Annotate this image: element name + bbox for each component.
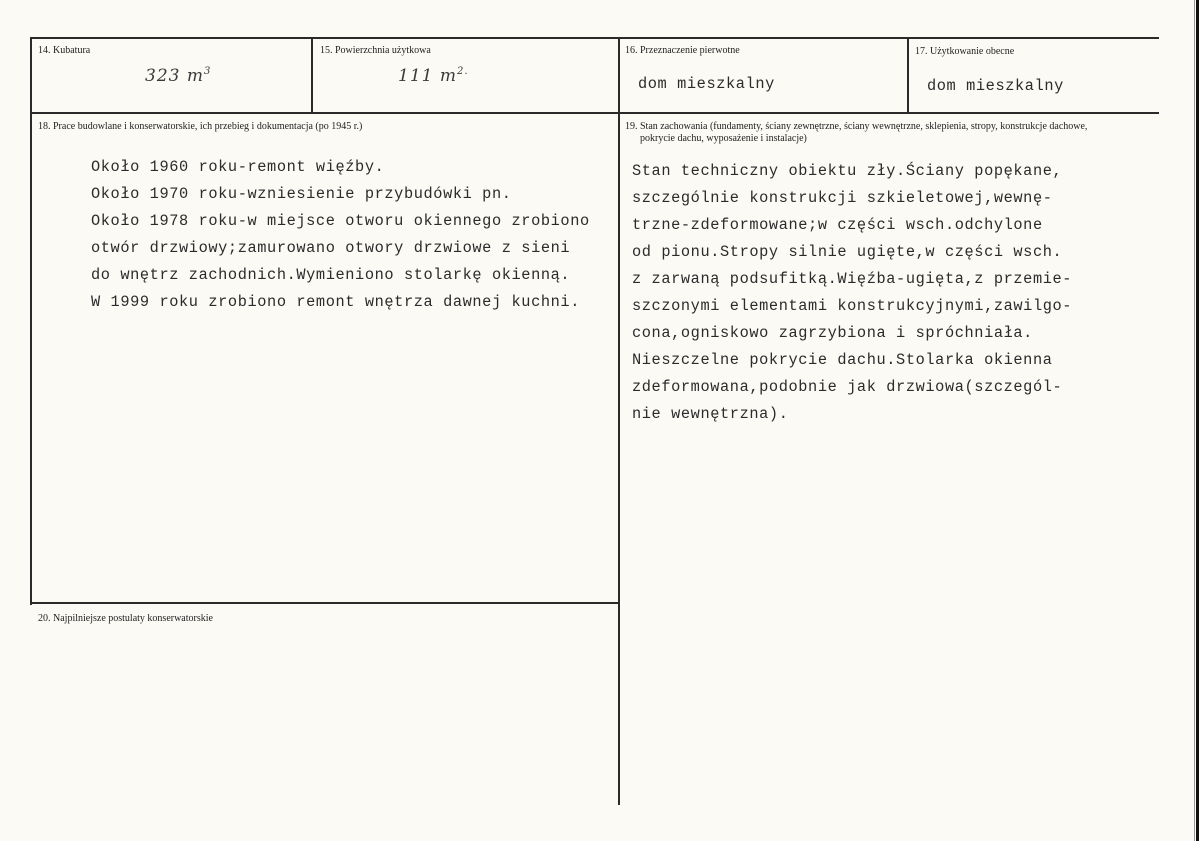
f18-line: Około 1970 roku-wzniesienie przybudówki pn. xyxy=(91,185,512,203)
f18-line: do wnętrz zachodnich.Wymieniono stolarkę okienną. xyxy=(91,266,571,284)
f18-line: Około 1960 roku-remont więźby. xyxy=(91,158,385,176)
f19-line: cona,ogniskowo zagrzybiona i spróchniała. xyxy=(632,324,1033,342)
f19-line: Nieszczelne pokrycie dachu.Stolarka okienna xyxy=(632,351,1053,369)
f19-line: Stan techniczny obiektu zły.Ściany popękane, xyxy=(632,162,1063,180)
f18-line: Około 1978 roku-w miejsce otworu okiennego zrobiono xyxy=(91,212,590,230)
f17-label: 17. Użytkowanie obecne xyxy=(915,46,1015,57)
card-edge-shadow xyxy=(1194,0,1195,841)
f14-label: 14. Kubatura xyxy=(38,45,91,56)
f15-label: 15. Powierzchnia użytkowa xyxy=(320,45,431,56)
f16-value: dom mieszkalny xyxy=(638,75,775,93)
f14-value-text: 323 m xyxy=(145,66,204,86)
f18-f20-divider xyxy=(30,602,620,604)
divider-15-16 xyxy=(618,37,620,805)
f18-label: 18. Prace budowlane i konserwatorskie, ich przebieg i dokumentacja (po 1945 r.) xyxy=(38,121,363,132)
f17-value: dom mieszkalny xyxy=(927,77,1064,95)
divider-16-17 xyxy=(907,37,909,114)
f19-line: szczonymi elementami konstrukcyjnymi,zawilgo- xyxy=(632,297,1073,315)
f19-label-line1: 19. Stan zachowania (fundamenty, ściany zewnętrzne, ściany wewnętrzne, sklepienia, stropy, konstrukcje dachowe, xyxy=(625,121,1088,132)
f15-value xyxy=(398,66,469,86)
f19-line: od pionu.Stropy silnie ugięte,w części wsch. xyxy=(632,243,1063,261)
top-border xyxy=(30,37,1159,39)
f14-value xyxy=(145,66,211,86)
f19-text xyxy=(632,158,1072,428)
f19-line: trzne-zdeformowane;w części wsch.odchylone xyxy=(632,216,1043,234)
f14-value-sup: 3 xyxy=(203,66,212,77)
f20-label: 20. Najpilniejsze postulaty konserwatorskie xyxy=(38,613,213,624)
row1-bottom-border xyxy=(30,112,1159,114)
f15-value-text: 111 m xyxy=(398,66,457,86)
f19-line: z zarwaną podsufitką.Więźba-ugięta,z przemie- xyxy=(632,270,1073,288)
f19-line: zdeformowana,podobnie jak drzwiowa(szczegól- xyxy=(632,378,1063,396)
left-border xyxy=(30,37,32,605)
f15-value-sup: 2. xyxy=(456,66,469,77)
f18-line: W 1999 roku zrobiono remont wnętrza dawnej kuchni. xyxy=(91,293,580,311)
divider-14-15 xyxy=(311,37,313,114)
f18-line: otwór drzwiowy;zamurowano otwory drzwiowe z sieni xyxy=(91,239,571,257)
f19-line: nie wewnętrzna). xyxy=(632,405,789,423)
f16-label: 16. Przeznaczenie pierwotne xyxy=(625,45,740,56)
f18-text xyxy=(91,154,590,316)
f19-label-line2: pokrycie dachu, wyposażenie i instalacje) xyxy=(640,133,807,144)
f19-line: szczególnie konstrukcji szkieletowej,wewnę- xyxy=(632,189,1053,207)
